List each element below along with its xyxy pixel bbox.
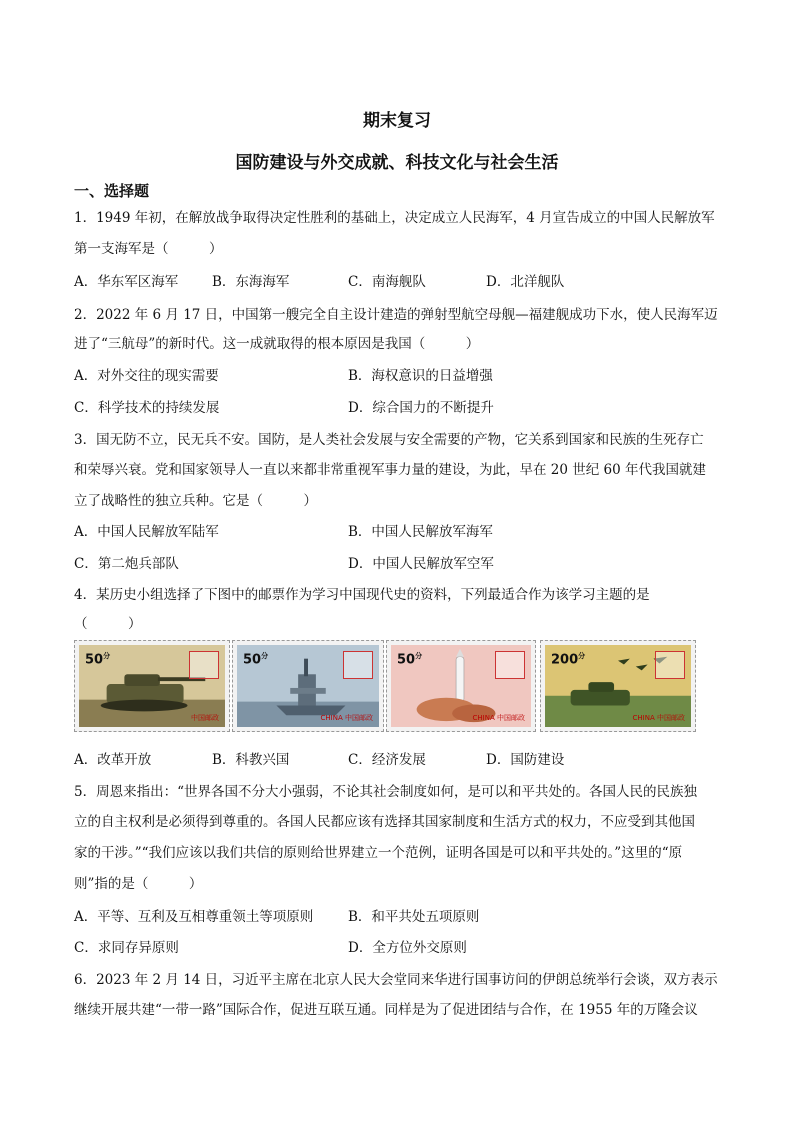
stamp-4-badge <box>655 651 685 679</box>
q3-option-a: A．中国人民解放军陆军 <box>74 524 219 540</box>
q3-option-d: D．中国人民解放军空军 <box>348 556 494 572</box>
stamp-tank <box>74 640 230 732</box>
question-5-line-3: 家的干涉。”“我们应该以我们共信的原则给世界建立一个范例，证明各国是可以和平共处的。”这里的“原 <box>74 845 683 861</box>
section-heading: 一、选择题 <box>74 182 150 200</box>
question-6-line-1: 6．2023 年 2 月 14 日，习近平主席在北京人民大会堂同来华进行国事访问的伊朗总统举行会谈，双方表示 <box>74 972 718 988</box>
q2-option-d: D．综合国力的不断提升 <box>348 400 494 416</box>
stamp-warship <box>232 640 384 732</box>
q5-option-d: D．全方位外交原则 <box>348 940 467 956</box>
stamp-3-label: CHINA 中国邮政 <box>472 714 525 722</box>
stamp-2-badge <box>343 651 373 679</box>
question-2-line-1: 2．2022 年 6 月 17 日，中国第一艘完全自主设计建造的弹射型航空母舰—福建舰成功下水，使人民海军迈 <box>74 307 718 323</box>
q5-option-a: A．平等、互利及互相尊重领土等项原则 <box>74 909 314 925</box>
q4-option-a: A．改革开放 <box>74 752 152 768</box>
stamp-4-value: $200^分$ <box>551 652 586 668</box>
q1-option-b: B．东海海军 <box>212 274 290 290</box>
stamp-2-value: $50^分$ <box>243 652 269 668</box>
q5-option-b: B．和平共处五项原则 <box>348 909 480 925</box>
q2-option-c: C．科学技术的持续发展 <box>74 400 220 416</box>
stamp-1-badge <box>189 651 219 679</box>
q1-option-d: D．北洋舰队 <box>486 274 565 290</box>
question-1-line-2: 第一支海军是（ ） <box>74 241 223 257</box>
q4-option-c: C．经济发展 <box>348 752 426 768</box>
q3-option-c: C．第二炮兵部队 <box>74 556 179 572</box>
q4-option-b: B．科教兴国 <box>212 752 290 768</box>
stamp-1-label: 中国邮政 <box>191 714 219 722</box>
stamp-1-value: $50^分$ <box>85 652 111 668</box>
question-6-line-2: 继续开展共建“一带一路”国际合作，促进互联互通。同样是为了促进团结与合作，在 1955 年的万隆会议 <box>74 1002 698 1018</box>
question-4-line-1: 4．某历史小组选择了下图中的邮票作为学习中国现代史的资料，下列最适合作为该学习主题的是 <box>74 587 650 603</box>
question-2-line-2: 进了“三航母”的新时代。这一成就取得的根本原因是我国（ ） <box>74 336 480 352</box>
question-3-line-3: 立了战略性的独立兵种。它是（ ） <box>74 493 317 509</box>
q2-option-b: B．海权意识的日益增强 <box>348 368 493 384</box>
q5-option-c: C．求同存异原则 <box>74 940 179 956</box>
stamp-images <box>74 640 740 734</box>
stamp-2-label: CHINA 中国邮政 <box>320 714 373 722</box>
stamp-3-badge <box>495 651 525 679</box>
question-3-line-1: 3．国无防不立，民无兵不安。国防，是人类社会发展与安全需要的产物，它关系到国家和民族的生死存亡 <box>74 432 704 448</box>
page-title: 期末复习 <box>363 111 431 131</box>
q4-option-d: D．国防建设 <box>486 752 565 768</box>
stamp-amphibious <box>540 640 696 732</box>
question-3-line-2: 和荣辱兴衰。党和国家领导人一直以来都非常重视军事力量的建设，为此，早在 20 世纪 60 年代我国就建 <box>74 462 707 478</box>
q2-option-a: A．对外交往的现实需要 <box>74 368 219 384</box>
stamp-3-value: $50^分$ <box>397 652 423 668</box>
question-5-line-4: 则”指的是（ ） <box>74 876 203 892</box>
q1-option-a: A．华东军区海军 <box>74 274 179 290</box>
stamp-4-label: CHINA 中国邮政 <box>632 714 685 722</box>
q1-option-c: C．南海舰队 <box>348 274 426 290</box>
q3-option-b: B．中国人民解放军海军 <box>348 524 493 540</box>
stamp-missile <box>386 640 536 732</box>
page-subtitle: 国防建设与外交成就、科技文化与社会生活 <box>235 153 559 173</box>
question-5-line-1: 5．周恩来指出：“世界各国不分大小强弱，不论其社会制度如何，是可以和平共处的。各国人民的民族独 <box>74 784 697 800</box>
question-1-line-1: 1．1949 年初，在解放战争取得决定性胜利的基础上，决定成立人民海军，4 月宣告成立的中国人民解放军 <box>74 210 715 226</box>
question-5-line-2: 立的自主权利是必须得到尊重的。各国人民都应该有选择其国家制度和生活方式的权力，不应受到其他国 <box>74 814 695 830</box>
question-4-line-2: （ ） <box>74 616 142 632</box>
